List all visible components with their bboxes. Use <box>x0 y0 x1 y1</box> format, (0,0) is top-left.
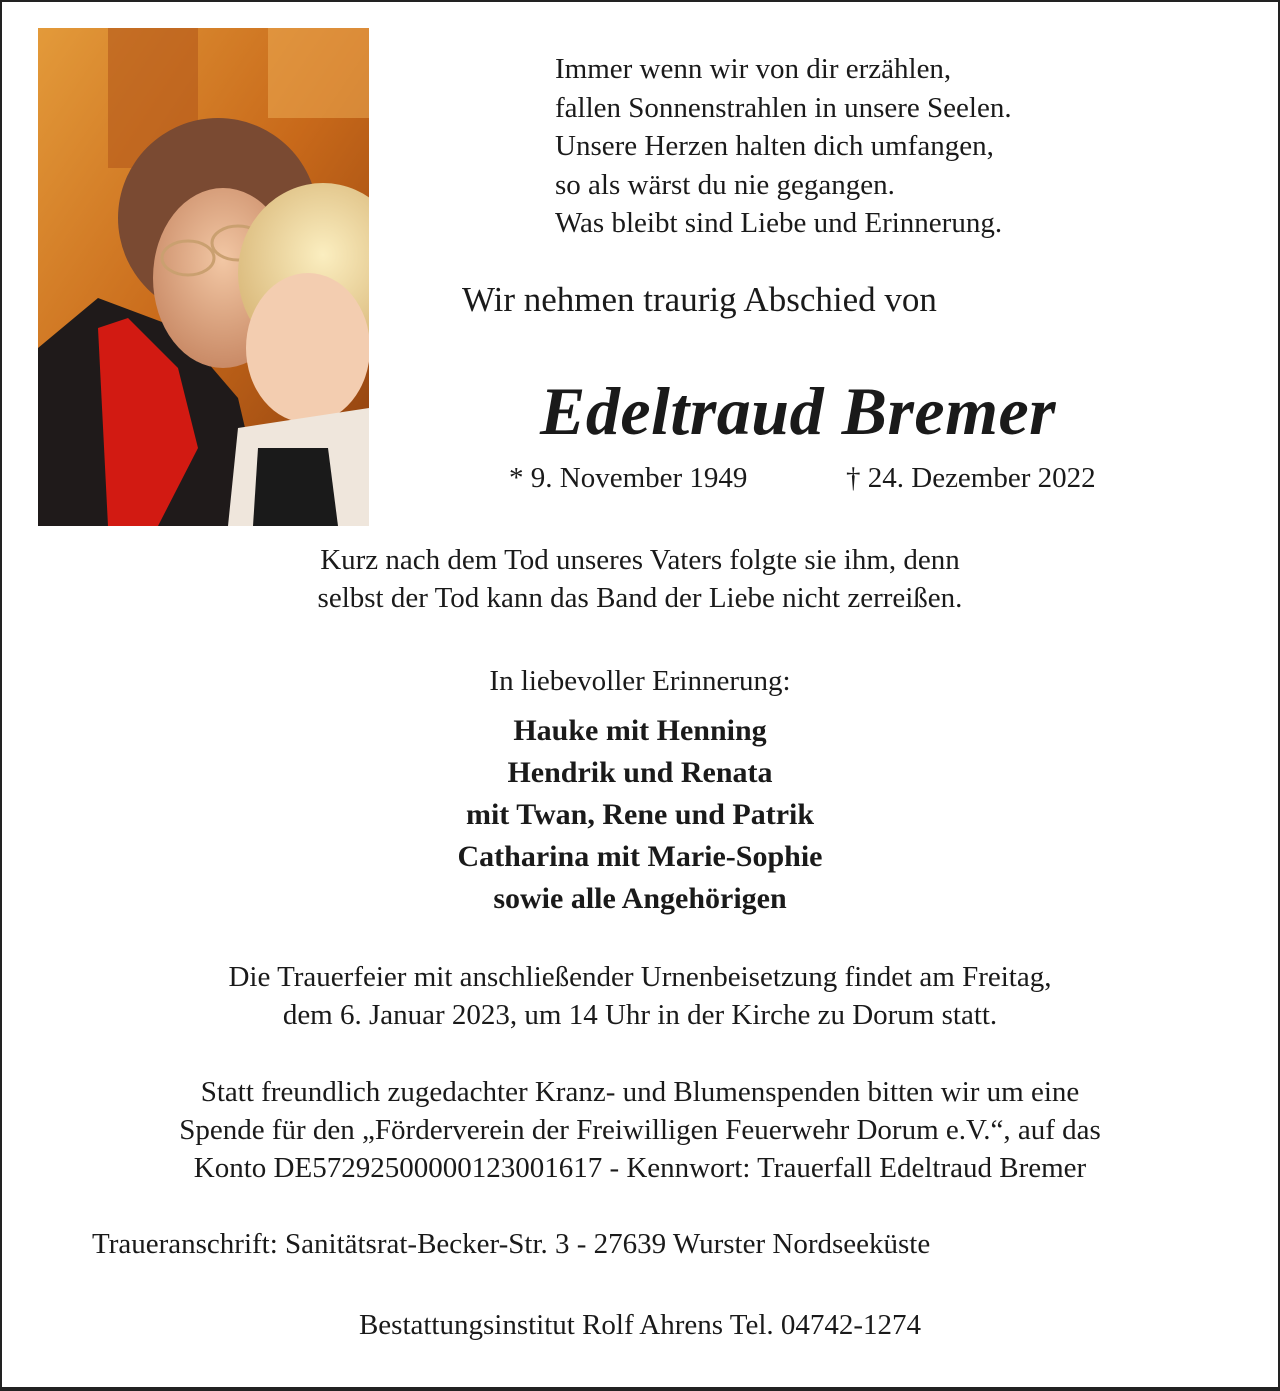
mourning-address: Traueranschrift: Sanitätsrat-Becker-Str. 3 - 27639 Wurster Nordseeküste <box>92 1228 931 1260</box>
mourner: sowie alle Angehörigen <box>493 882 787 915</box>
donation-line: Spende für den „Förderverein der Freiwilligen Feuerwehr Dorum e.V.“, auf das <box>179 1114 1101 1146</box>
deceased-name: Edeltraud Bremer <box>540 373 1057 449</box>
funeral-home: Bestattungsinstitut Rolf Ahrens Tel. 04742-1274 <box>358 1309 922 1341</box>
farewell-intro: Wir nehmen traurig Abschied von <box>462 280 937 319</box>
poem <box>555 50 1012 243</box>
ceremony-info <box>0 958 1280 1034</box>
mourners-list <box>0 710 1280 920</box>
ceremony-line: dem 6. Januar 2023, um 14 Uhr in der Kirche zu Dorum statt. <box>282 999 998 1031</box>
poem-line: so als wärst du nie gegangen. <box>555 168 895 201</box>
message-line: Kurz nach dem Tod unseres Vaters folgte sie ihm, denn <box>320 544 960 576</box>
portrait-photo <box>38 28 369 526</box>
mourner: Hauke mit Henning <box>513 714 767 747</box>
death-date: † 24. Dezember 2022 <box>846 462 1096 494</box>
ceremony-line: Die Trauerfeier mit anschließender Urnenbeisetzung findet am Freitag, <box>228 961 1052 993</box>
poem-line: Unsere Herzen halten dich umfangen, <box>555 130 994 162</box>
poem-line: fallen Sonnenstrahlen in unsere Seelen. <box>555 91 1012 124</box>
birth-date: * 9. November 1949 <box>509 462 748 494</box>
poem-line: Immer wenn wir von dir erzählen, <box>555 53 952 85</box>
message <box>0 541 1280 617</box>
donation-info <box>0 1073 1280 1187</box>
donation-line: Konto DE57292500000123001617 - Kennwort: Trauerfall Edeltraud Bremer <box>193 1152 1087 1184</box>
memory-label: In liebevoller Erinnerung: <box>489 665 791 697</box>
mourner: Hendrik und Renata <box>507 756 773 789</box>
message-line: selbst der Tod kann das Band der Liebe nicht zerreißen. <box>317 582 963 614</box>
donation-line: Statt freundlich zugedachter Kranz- und Blumenspenden bitten wir um eine <box>200 1076 1080 1108</box>
mourner: Catharina mit Marie-Sophie <box>457 840 823 873</box>
mourner: mit Twan, Rene und Patrik <box>465 798 815 831</box>
poem-line: Was bleibt sind Liebe und Erinnerung. <box>555 207 1003 239</box>
